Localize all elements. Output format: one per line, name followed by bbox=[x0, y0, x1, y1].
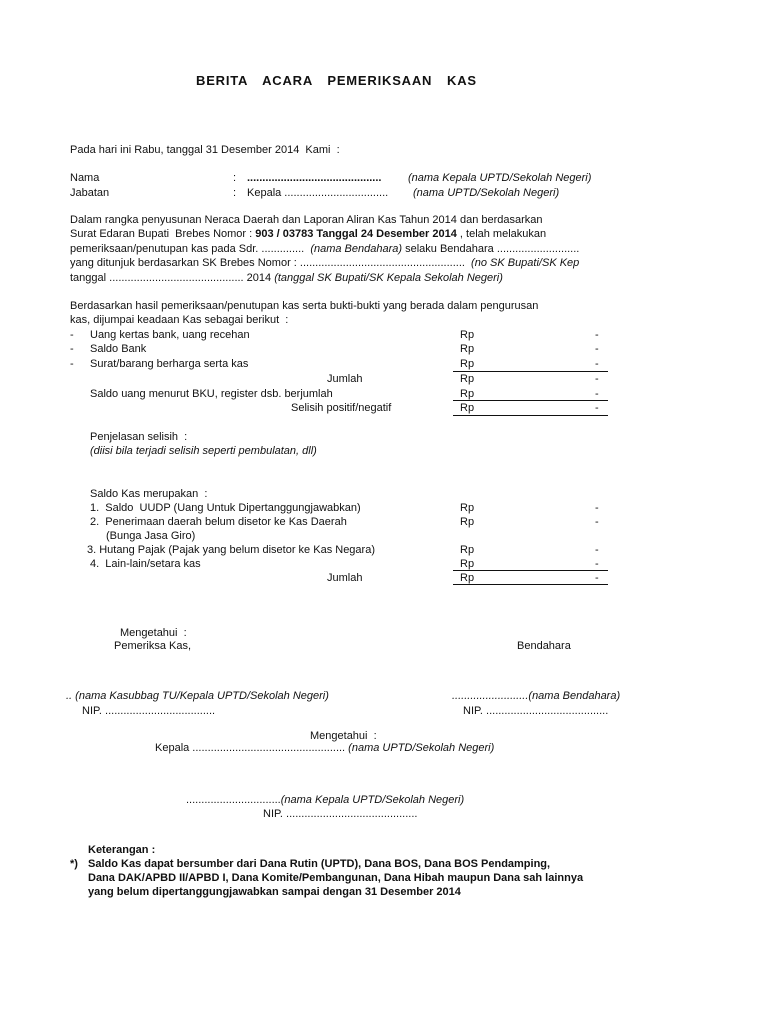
nama-label: Nama bbox=[70, 172, 100, 184]
para1-line2 bbox=[70, 227, 645, 241]
kepala-name-dots: ............................... bbox=[186, 794, 281, 806]
saldo-kas-item-sub: (Bunga Jasa Giro) bbox=[106, 530, 196, 542]
penjelasan-hint: (diisi bila terjadi selisih seperti pembulatan, dll) bbox=[90, 445, 317, 457]
nama-colon: : bbox=[233, 172, 237, 184]
pemeriksa-nip: NIP. .................................... bbox=[82, 705, 216, 717]
jumlah-currency: Rp bbox=[460, 373, 475, 385]
saldo-kas-item: 4. Lain-lain/setara kas bbox=[90, 558, 201, 570]
penjelasan-label: Penjelasan selisih : bbox=[90, 431, 188, 443]
kas-item-label: Saldo Bank bbox=[90, 343, 147, 355]
kas-item-bullet: - bbox=[70, 343, 74, 355]
saldo-kas-value: - bbox=[595, 502, 599, 514]
kas-item-bullet: - bbox=[70, 329, 74, 341]
keterangan-marker: *) bbox=[70, 858, 78, 870]
kepala-name-hint: (nama Kepala UPTD/Sekolah Negeri) bbox=[280, 794, 465, 806]
bendahara-nip: NIP. ........................................ bbox=[463, 705, 609, 717]
para1-line5-a: tanggal ............................................ 2014 bbox=[70, 272, 275, 284]
saldo-kas-item: 3. Hutang Pajak (Pajak yang belum disetor ke Kas Negara) bbox=[87, 544, 375, 556]
selisih-top-rule bbox=[453, 400, 608, 401]
pemeriksa-kas-label: Pemeriksa Kas, bbox=[114, 640, 192, 652]
para1-line5-b: (tanggal SK Bupati/SK Kepala Sekolah Negeri) bbox=[274, 272, 503, 284]
kas-item-currency: Rp bbox=[460, 329, 475, 341]
pemeriksa-name: .. (nama Kasubbag TU/Kepala UPTD/Sekolah Negeri) bbox=[66, 690, 329, 702]
jabatan-label: Jabatan bbox=[70, 187, 110, 199]
para1-line3-b: (nama Bendahara) bbox=[310, 243, 403, 255]
kepala-line-a: Kepala .................................................. bbox=[155, 742, 349, 754]
keterangan-line2: Dana DAK/APBD II/APBD I, Dana Komite/Pembangunan, Dana Hibah maupun Dana sah lainnya bbox=[88, 872, 584, 884]
kas-item-label: Surat/barang berharga serta kas bbox=[90, 358, 249, 370]
selisih-currency: Rp bbox=[460, 402, 475, 414]
para1-line5 bbox=[70, 271, 645, 285]
kas-item-bullet: - bbox=[70, 358, 74, 370]
selisih-bottom-rule bbox=[453, 415, 608, 416]
saldo-kas-heading: Saldo Kas merupakan : bbox=[90, 488, 208, 500]
jabatan-colon: : bbox=[233, 187, 237, 199]
kas-item-value: - bbox=[595, 343, 599, 355]
selisih-value: - bbox=[595, 402, 599, 414]
saldo-total-rule bbox=[453, 584, 608, 585]
saldo-sum-rule bbox=[453, 570, 608, 571]
saldo-jumlah-currency: Rp bbox=[460, 572, 475, 584]
para1-line2-b: 903 / 03783 Tanggal 24 Desember 2014 bbox=[255, 228, 457, 240]
kas-item-currency: Rp bbox=[460, 358, 475, 370]
saldo-jumlah-label: Jumlah bbox=[327, 572, 363, 584]
saldo-kas-currency: Rp bbox=[460, 502, 475, 514]
para1-line3 bbox=[70, 242, 645, 256]
kas-item-value: - bbox=[595, 329, 599, 341]
saldo-kas-value: - bbox=[595, 544, 599, 556]
jumlah-label: Jumlah bbox=[327, 373, 363, 385]
mengetahui-label: Mengetahui : bbox=[120, 627, 187, 639]
jabatan-value: Kepala .................................. bbox=[247, 187, 389, 199]
intro-line: Pada hari ini Rabu, tanggal 31 Desember 2014 Kami : bbox=[70, 144, 340, 156]
para2-line1: Berdasarkan hasil pemeriksaan/penutupan kas serta bukti-bukti yang berada dalam pengurusan bbox=[70, 300, 539, 312]
para1-line3-a: pemeriksaan/penutupan kas pada Sdr. .............. bbox=[70, 243, 311, 255]
saldo-kas-currency: Rp bbox=[460, 558, 475, 570]
selisih-label: Selisih positif/negatif bbox=[291, 402, 392, 414]
mengetahui-kepala-label: Mengetahui : bbox=[310, 730, 377, 742]
bendahara-name-dots: ......................... bbox=[452, 690, 529, 702]
para2-line2: kas, dijumpai keadaan Kas sebagai berikut : bbox=[70, 314, 289, 326]
saldo-kas-value: - bbox=[595, 558, 599, 570]
nama-dots: ............................................ bbox=[247, 172, 382, 184]
saldo-kas-item: 1. Saldo UUDP (Uang Untuk Dipertanggungjawabkan) bbox=[90, 502, 361, 514]
kas-item-label: Uang kertas bank, uang recehan bbox=[90, 329, 250, 341]
para1-line1: Dalam rangka penyusunan Neraca Daerah dan Laporan Aliran Kas Tahun 2014 dan berdasarkan bbox=[70, 214, 543, 226]
sum-rule bbox=[453, 371, 608, 372]
keterangan-line1: Saldo Kas dapat bersumber dari Dana Rutin (UPTD), Dana BOS, Dana BOS Pendamping, bbox=[88, 858, 551, 870]
saldo-bku-value: - bbox=[595, 388, 599, 400]
saldo-bku-currency: Rp bbox=[460, 388, 475, 400]
kas-item-value: - bbox=[595, 358, 599, 370]
para1-line3-c: selaku Bendahara ........................... bbox=[402, 243, 580, 255]
kepala-line bbox=[155, 741, 494, 755]
saldo-kas-currency: Rp bbox=[460, 516, 475, 528]
para1-line4 bbox=[70, 256, 645, 270]
saldo-kas-item: 2. Penerimaan daerah belum disetor ke Kas Daerah bbox=[90, 516, 347, 528]
kepala-line-b: (nama UPTD/Sekolah Negeri) bbox=[348, 742, 495, 754]
keterangan-line3: yang belum dipertanggungjawabkan sampai dengan 31 Desember 2014 bbox=[88, 886, 461, 898]
para1-line4-b: (no SK Bupati/SK Kep bbox=[471, 257, 580, 269]
kas-item-currency: Rp bbox=[460, 343, 475, 355]
para1-line2-c: , telah melakukan bbox=[456, 228, 547, 240]
saldo-bku-label: Saldo uang menurut BKU, register dsb. berjumlah bbox=[90, 388, 333, 400]
saldo-kas-currency: Rp bbox=[460, 544, 475, 556]
para1-line2-a: Surat Edaran Bupati Brebes Nomor : bbox=[70, 228, 256, 240]
document-title: BERITA ACARA PEMERIKSAAN KAS bbox=[196, 73, 477, 88]
kepala-name bbox=[186, 793, 464, 807]
bendahara-label: Bendahara bbox=[517, 640, 571, 652]
para1-line4-a: yang ditunjuk berdasarkan SK Brebes Nomor : ...................................................... bbox=[70, 257, 472, 269]
bendahara-name-hint: (nama Bendahara) bbox=[528, 690, 621, 702]
bendahara-name bbox=[452, 689, 620, 703]
saldo-jumlah-value: - bbox=[595, 572, 599, 584]
jabatan-hint: (nama UPTD/Sekolah Negeri) bbox=[413, 187, 560, 199]
kepala-nip: NIP. ........................................... bbox=[263, 808, 418, 820]
jumlah-value: - bbox=[595, 373, 599, 385]
keterangan-heading: Keterangan : bbox=[88, 844, 156, 856]
nama-hint: (nama Kepala UPTD/Sekolah Negeri) bbox=[408, 172, 592, 184]
saldo-kas-value: - bbox=[595, 516, 599, 528]
